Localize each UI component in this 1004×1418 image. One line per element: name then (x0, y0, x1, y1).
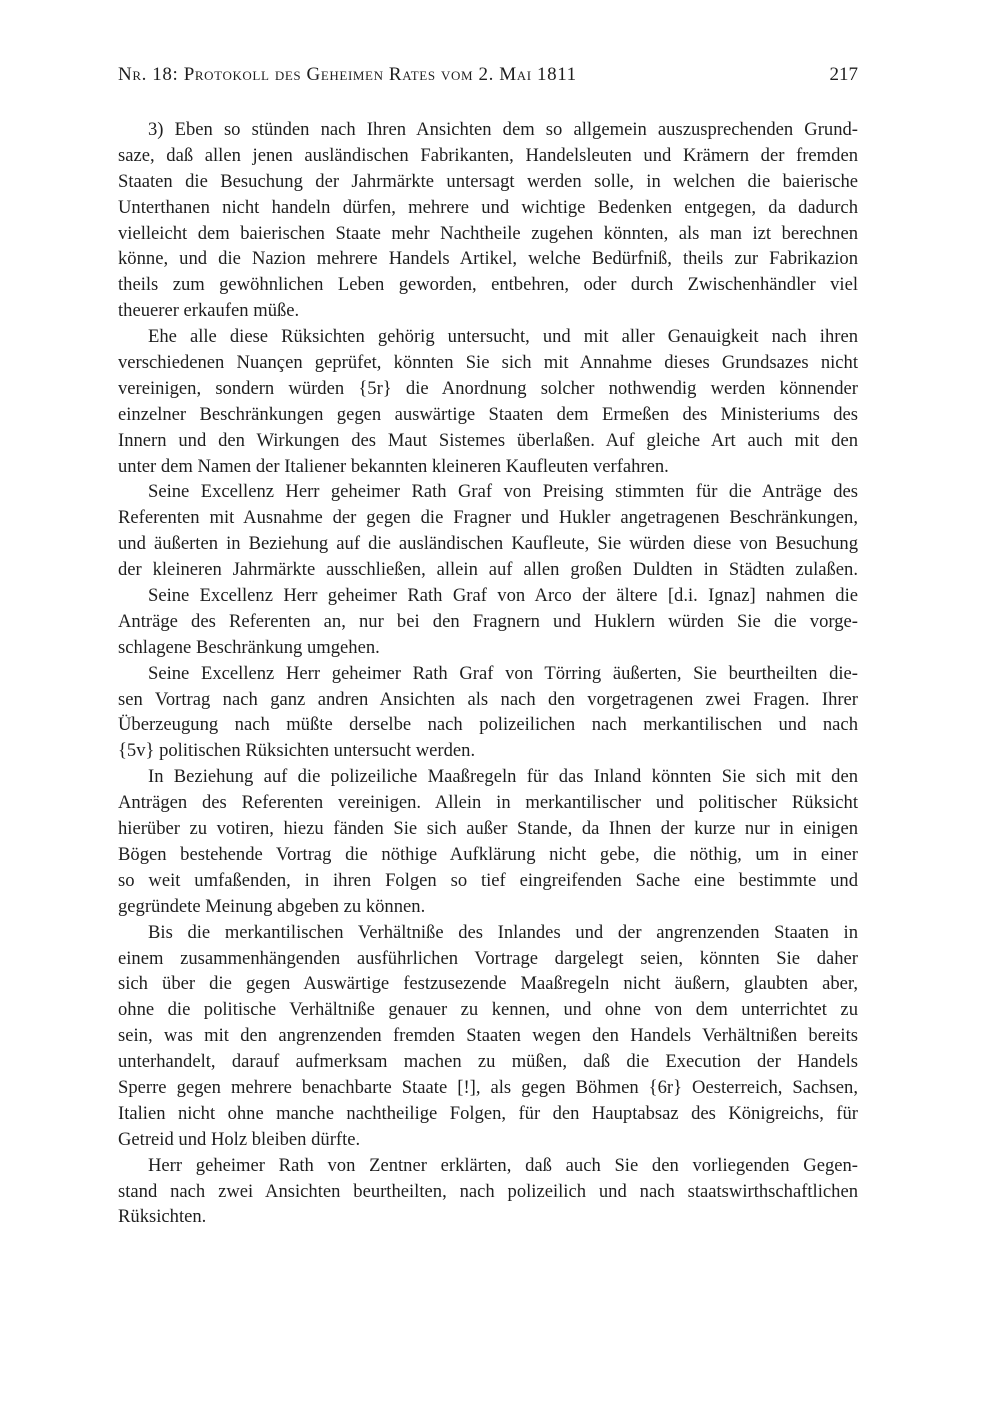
text-line: Innern und den Wirkungen des Maut Sistemes überlaßen. Auf gleiche Art auch mit den (118, 429, 858, 451)
paragraph (118, 479, 858, 583)
text-line: einzelner Beschränkungen gegen auswärtige Staaten dem Ermeßen des Ministeriums des (118, 403, 858, 425)
text-line: gegründete Meinung abgeben zu können. (118, 895, 426, 917)
text-line: Italien nicht ohne manche nachtheilige Folgen, für den Hauptabsaz des Königreichs, für (118, 1102, 858, 1124)
text-line: sein, was mit den angrenzenden fremden Staaten wegen den Handels Verhältnißen bereits (118, 1025, 858, 1047)
text-line: vereinigen, sondern würden {5r} die Anordnung solcher nothwendig werden könnender (118, 377, 858, 399)
paragraph (118, 764, 858, 919)
text-line: 3) Eben so stünden nach Ihren Ansichten dem so allgemein auszusprechenden Grund- (148, 119, 858, 140)
text-line: unter dem Namen der Italiener bekannten kleineren Kaufleuten verfahren. (118, 455, 669, 477)
text-line: Rüksichten. (118, 1206, 207, 1228)
text-line: so weit umfaßenden, in ihren Folgen so tief eingreifenden Sache eine bestimmte und (118, 869, 858, 891)
text-line: Staaten die Besuchung der Jahrmärkte untersagt werden solle, in welchen die baierische (118, 170, 858, 192)
text-line: sen Vortrag nach ganz andren Ansichten als nach den vorgetragenen zwei Fragen. Ihrer (118, 688, 858, 710)
text-line: theuerer erkaufen müße. (118, 300, 300, 322)
text-line: Referenten mit Ausnahme der gegen die Fragner und Hukler angetragenen Beschränkungen, (118, 507, 858, 529)
text-line: unterhandelt, darauf aufmerksam machen zu müßen, daß die Execution der Handels (118, 1051, 858, 1073)
paragraph (118, 1153, 858, 1231)
text-line: stand nach zwei Ansichten beurtheilten, nach polizeilich und nach staatswirthschaftlichen (118, 1180, 858, 1202)
text-line: einem zusammenhängenden ausführlichen Vortrage dargelegt seien, könnten Sie daher (118, 947, 858, 969)
text-line: In Beziehung auf die polizeiliche Maaßregeln für das Inland könnten Sie sich mit den (148, 766, 858, 788)
paragraph (118, 920, 858, 1153)
text-line: Unterthanen nicht handeln dürfen, mehrere und wichtige Bedenken entgegen, da dadurch (118, 196, 858, 218)
paragraph (118, 661, 858, 765)
paragraph (118, 117, 858, 324)
text-line: theils zum gewöhnlichen Leben geworden, entbehren, oder durch Zwischenhändler viel (118, 274, 858, 296)
text-line: Herr geheimer Rath von Zentner erklärten, daß auch Sie den vorliegenden Gegen- (148, 1154, 858, 1176)
body-text (118, 117, 858, 1230)
text-line: verschiedenen Nuançen geprüfet, könnten Sie sich mit Annahme dieses Grundsazes nicht (118, 352, 858, 374)
text-line: Bögen bestehende Vortrag die nöthige Aufklärung nicht gebe, die nöthig, um in einer (118, 843, 858, 865)
text-line: der kleineren Jahrmärkte ausschließen, allein auf allen großen Duldten in Städten zulaßen. (118, 559, 858, 581)
text-line: Seine Excellenz Herr geheimer Rath Graf von Törring äußerten, Sie beurtheilten die- (148, 662, 858, 684)
running-head (118, 64, 858, 94)
text-line: ohne die politische Verhältniße genauer zu kennen, und ohne von dem unterrichtet zu (118, 999, 858, 1021)
text-line: Anträge des Referenten an, nur bei den Fragnern und Huklern würden Sie die vorge- (118, 610, 858, 632)
text-line: Bis die merkantilischen Verhältniße des Inlandes und der angrenzenden Staaten in (148, 921, 858, 943)
text-line: könne, und die Nazion mehrere Handels Artikel, welche Bedürfniß, theils zur Fabrikazion (118, 248, 858, 270)
text-line: Seine Excellenz Herr geheimer Rath Graf von Preising stimmten für die Anträge des (148, 481, 858, 503)
text-line: Anträgen des Referenten vereinigen. Allein in merkantilischer und politischer Rüksicht (118, 792, 858, 814)
text-line: vielleicht dem baierischen Staate mehr Nachtheile zugehen könnten, als man izt berechnen (118, 222, 858, 244)
text-line: sich über die gegen Auswärtige festzusezende Maaßregeln nicht äußern, glaubten aber, (118, 973, 858, 995)
text-line: {5v} politischen Rüksichten untersucht werden. (118, 740, 476, 762)
paragraph (118, 324, 858, 479)
text-line: schlagene Beschränkung umgehen. (118, 636, 380, 658)
text-line: Getreid und Holz bleiben dürfte. (118, 1128, 361, 1150)
paragraph (118, 583, 858, 661)
text-line: und äußerten in Beziehung auf die ausländischen Kaufleute, Sie würden diese von Besuchung (118, 533, 858, 555)
text-line: hierüber zu votiren, hiezu fänden Sie sich außer Stande, da Ihnen der kurze nur in einigen (118, 818, 858, 840)
text-line: Ehe alle diese Rüksichten gehörig untersucht, und mit aller Genauigkeit nach ihren (148, 326, 858, 348)
page-number: 217 (829, 64, 858, 85)
text-line: saze, daß allen jenen ausländischen Fabrikanten, Handelsleuten und Krämern der fremden (118, 144, 858, 166)
text-line: Überzeugung nach müßte derselbe nach polizeilichen nach merkantilischen und nach (118, 714, 858, 736)
text-line: Sperre gegen mehrere benachbarte Staate [!], als gegen Böhmen {6r} Oesterreich, Sachsen, (118, 1076, 858, 1098)
running-title: Nr. 18: Protokoll des Geheimen Rates vom 2. Mai 1811 (118, 64, 577, 85)
text-line: Seine Excellenz Herr geheimer Rath Graf von Arco der ältere [d.i. Ignaz] nahmen die (148, 585, 858, 607)
